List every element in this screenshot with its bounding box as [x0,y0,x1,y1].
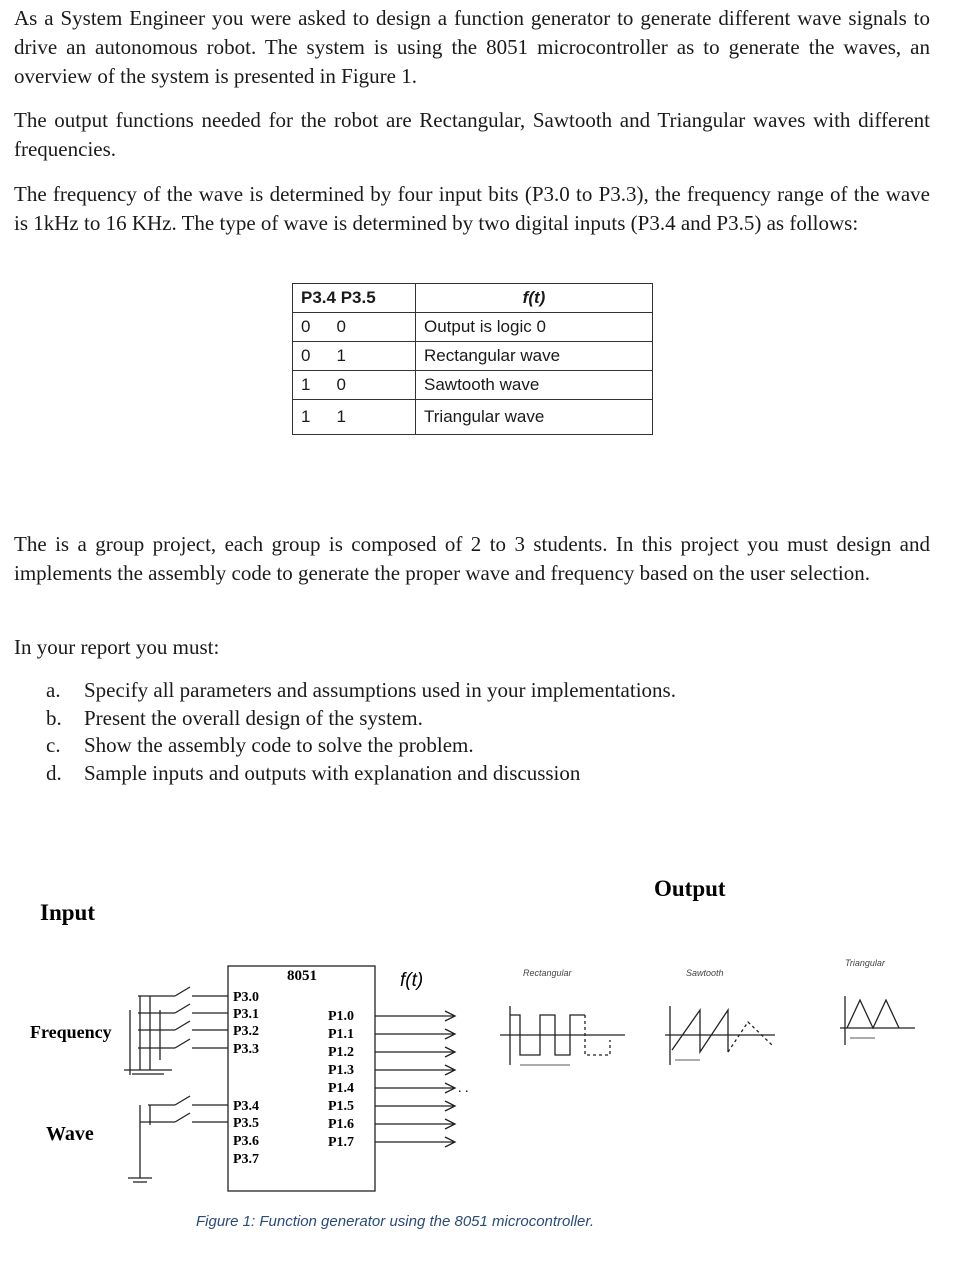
p3-pin-label: P3.5 [233,1116,260,1131]
list-item [46,705,676,733]
wave-switches [128,1096,228,1182]
triangular-title: Triangular [845,958,885,968]
function-generator-figure [0,860,964,1210]
wave-label: Wave [46,1123,94,1145]
list-text: Show the assembly code to solve the problem. [84,733,474,757]
output-cell: Output is logic 0 [416,313,653,342]
p35-value: 0 [336,375,346,394]
intro-paragraph: As a System Engineer you were asked to design a function generator to generate different wave signals to drive an autonomous robot. The system is using the 8051 microcontroller as to generate the waves, an overview of the system is presented in Figure 1. [14,6,930,88]
p3-pin-label: P3.6 [233,1134,260,1149]
frequency-label: Frequency [30,1022,112,1042]
input-cell [293,400,416,435]
output-cell: Sawtooth wave [416,371,653,400]
header-output: f(t) [416,284,653,313]
ft-label: f(t) [400,970,424,991]
p3-pin-label: P3.0 [233,990,260,1005]
continuation-dots: . . [458,1081,469,1096]
p3-pin-label: P3.1 [233,1007,260,1022]
output-cell: Rectangular wave [416,342,653,371]
p3-pin-label: P3.7 [233,1152,260,1167]
frequency-switches [124,987,228,1075]
p1-pin-label: P1.2 [328,1045,355,1060]
sawtooth-waveform [665,1006,775,1065]
output-functions-paragraph: The output functions needed for the robot are Rectangular, Sawtooth and Triangular waves with different frequencies. [14,108,930,161]
p34-value: 0 [301,346,311,365]
input-cell [293,313,416,342]
table-row [293,313,653,342]
group-project-paragraph: The is a group project, each group is composed of 2 to 3 students. In this project you must design and implements the assembly code to generate the proper wave and frequency based on the user selection. [14,532,930,585]
p34-value: 1 [301,375,311,394]
p3-pin-label: P3.3 [233,1042,260,1057]
table-row [293,400,653,435]
output-heading: Output [654,876,726,901]
p35-value: 1 [336,346,346,365]
input-cell [293,342,416,371]
output-cell: Triangular wave [416,400,653,435]
list-marker: c. [46,733,61,757]
p1-pin-label: P1.3 [328,1063,355,1078]
list-marker: d. [46,760,62,785]
p1-pin-label: P1.6 [328,1117,355,1132]
list-marker: b. [46,705,62,730]
table-row [293,342,653,371]
table-header-row [293,284,653,313]
chip-label: 8051 [287,968,317,984]
p34-value: 0 [301,317,311,336]
list-text: Specify all parameters and assumptions used in your implementations. [84,678,676,702]
table-row [293,371,653,400]
p3-pin-label: P3.2 [233,1024,260,1039]
p35-value: 1 [336,407,346,426]
sawtooth-title: Sawtooth [686,968,724,978]
output-arrows [375,1011,455,1147]
p34-value: 1 [301,407,311,426]
list-item [46,732,676,760]
p35-value: 0 [336,317,346,336]
list-marker: a. [46,678,61,702]
p1-pin-label: P1.4 [328,1081,355,1096]
rectangular-title: Rectangular [523,968,572,978]
header-inputs: P3.4 P3.5 [293,284,416,313]
triangular-waveform [840,996,915,1045]
wave-select-table [292,283,653,435]
report-intro-paragraph: In your report you must: [14,635,220,659]
frequency-paragraph: The frequency of the wave is determined by four input bits (P3.0 to P3.3), the frequency range of the wave is 1kHz to 16 KHz. The type of wave is determined by two digital inputs (P3.4 and P3.5) as follows: [14,182,930,235]
p1-pin-label: P1.1 [328,1027,355,1042]
list-text: Present the overall design of the system. [84,705,423,730]
input-heading: Input [40,900,95,925]
list-item [46,760,676,788]
figure-caption: Figure 1: Function generator using the 8051 microcontroller. [196,1213,594,1230]
p3-pin-label: P3.4 [233,1099,260,1114]
p1-pin-label: P1.7 [328,1135,355,1150]
list-item [46,677,676,705]
rectangular-waveform [500,1006,625,1065]
list-text: Sample inputs and outputs with explanation and discussion [84,760,581,785]
p1-pin-label: P1.5 [328,1099,355,1114]
report-requirements-list [46,677,676,787]
input-cell [293,371,416,400]
p1-pin-label: P1.0 [328,1009,355,1024]
